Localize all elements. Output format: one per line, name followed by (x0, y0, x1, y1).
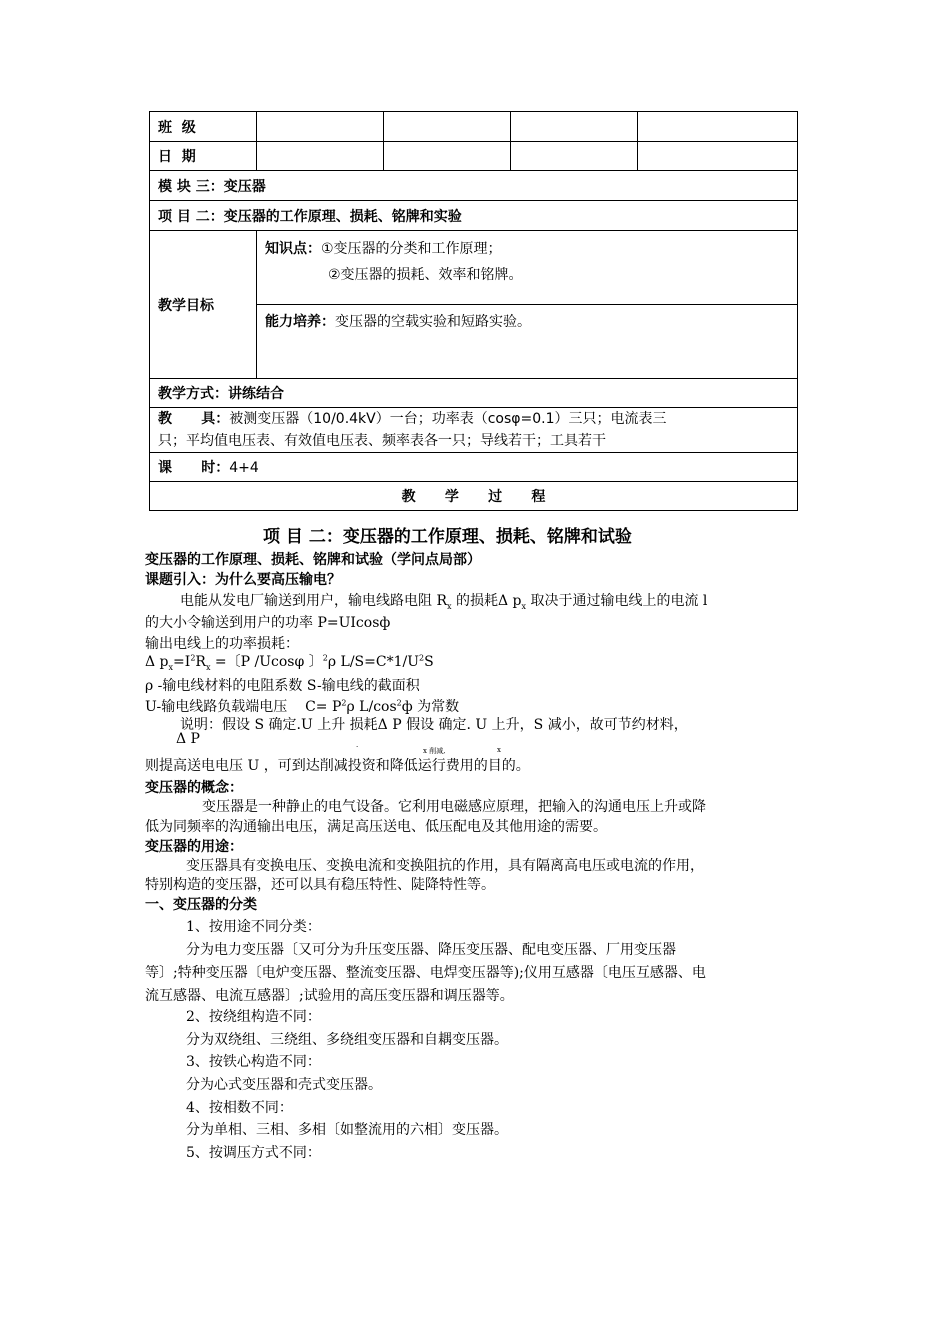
class-1-line-1: 分为电力变压器〔又可分为升压变压器、降压变压器、配电变压器、厂用变压器 (186, 942, 676, 958)
project-title: 项 目 二：变压器的工作原理、损耗、铭牌和实验 (158, 208, 462, 225)
u-def-c: ф 为常数 (401, 699, 460, 715)
date-label-cell (150, 142, 257, 171)
class-2-line-1: 分为双绕组、三绕组、多绕组变压器和自耦变压器。 (186, 1032, 508, 1048)
knowledge-item-1: ①变压器的分类和工作原理； (321, 241, 502, 257)
conclusion-line: 则提高送电电压 U ，可到达削减投资和降低运行费用的目的。 (145, 758, 530, 774)
class-label-cell (150, 112, 257, 142)
ability-text: 变压器的空载实验和短路实验。 (335, 314, 531, 330)
class-1-line-2: 等〕;特种变压器〔电炉变压器、整流变压器、电焊变压器等);仪用互感器〔电压互感器、电 (145, 965, 706, 981)
tools-cell (150, 408, 798, 453)
hours-label: 课 时： (158, 460, 230, 476)
section-title: 变压器的工作原理、损耗、铭牌和试验（学问点局部） (145, 552, 481, 568)
class-5-heading: 5、按调压方式不同： (186, 1145, 321, 1161)
intro-text-c: 取决于通过输电线上的电流 l (530, 593, 708, 609)
class-value-cell-4 (638, 112, 798, 142)
lesson-header-table (149, 111, 798, 511)
hours-value: 4+4 (229, 460, 259, 476)
class-value-cell-3 (511, 112, 638, 142)
date-value-cell-1 (257, 142, 384, 171)
hours-cell (150, 453, 798, 482)
date-value-cell-4 (638, 142, 798, 171)
u-definition (145, 696, 459, 716)
intro-paragraph-line-1 (180, 590, 707, 611)
class-1-heading: 1、按用途不同分类： (186, 919, 321, 935)
tools-line-1: 被测变压器（10/0.4kV）一台；功率表（cosφ=0.1）三只；电流表三 (229, 411, 667, 427)
method-cell (150, 379, 798, 408)
formula-part-d: =〔P /Ucosφ 〕 (214, 654, 323, 670)
intro-sub-b: x (521, 601, 527, 611)
formula-sub-1: x (168, 662, 174, 672)
class-4-line-1: 分为单相、三相、多相〔如整流用的六相〕变压器。 (186, 1122, 508, 1138)
usage-title: 变压器的用途： (145, 839, 243, 855)
class-3-line-1: 分为心式变压器和壳式变压器。 (186, 1077, 382, 1093)
explanation-small-2: x 削减, (423, 747, 446, 755)
usage-line-2: 特别构造的变压器，还可以具有稳压特性、陡降特性等。 (145, 877, 495, 893)
intro-paragraph-line-2: 的大小令输送到用户的功率 P=UIcosф (145, 615, 391, 631)
class-2-heading: 2、按绕组构造不同： (186, 1009, 321, 1025)
formula-part-f: S (424, 654, 434, 670)
classification-title: 一、变压器的分类 (145, 897, 257, 913)
formula-sup-3: 2 (419, 653, 425, 663)
ability-cell (257, 305, 798, 379)
module-title: 模 块 三：变压器 (158, 178, 266, 195)
formula-part-e: ρ L/S=C*1/U (327, 654, 419, 670)
formula-sup-2: 2 (322, 653, 328, 663)
formula-part-a: Δ p (145, 654, 169, 670)
explanation-small-3: x (497, 746, 501, 754)
class-3-heading: 3、按铁心构造不同： (186, 1054, 321, 1070)
tools-label: 教 具： (158, 411, 230, 427)
ability-label: 能力培养： (265, 314, 335, 330)
knowledge-item-2: ②变压器的损耗、效率和铭牌。 (328, 267, 523, 283)
class-label: 班 级 (158, 119, 196, 136)
explanation-small-1: . (356, 741, 359, 749)
date-value-cell-2 (384, 142, 511, 171)
u-def-sup-2: 2 (396, 698, 402, 708)
explanation-delta: Δ P (176, 731, 200, 747)
knowledge-cell (257, 231, 798, 305)
teaching-method: 教学方式：讲练结合 (158, 386, 284, 402)
process-title: 教 学 过 程 (401, 489, 546, 505)
formula-part-b: =I (173, 654, 191, 670)
class-value-cell-1 (257, 112, 384, 142)
power-loss-formula (145, 651, 434, 672)
intro-text-b: 的损耗Δ p (455, 593, 522, 609)
u-def-b: ρ L/cos (346, 699, 397, 715)
date-label: 日 期 (158, 149, 196, 165)
class-value-cell-2 (384, 112, 511, 142)
knowledge-label: 知识点： (265, 241, 321, 257)
class-1-line-3: 流互感器、电流互感器〕;试验用的高压变压器和调压器等。 (145, 988, 514, 1004)
concept-line-2: 低为同频率的沟通输出电压，满足高压送电、低压配电及其他用途的需要。 (145, 819, 607, 835)
process-cell (150, 482, 798, 511)
concept-line-1: 变压器是一种静止的电气设备。它利用电磁感应原理，把输入的沟通电压上升或降 (202, 799, 706, 815)
goal-label: 教学目标 (158, 297, 214, 314)
class-4-heading: 4、按相数不同： (186, 1100, 293, 1116)
goal-label-cell (150, 231, 257, 379)
intro-title: 课题引入：为什么要高压输电？ (145, 572, 341, 588)
formula-part-c: R (195, 654, 206, 670)
formula-sub-2: x (205, 662, 211, 672)
project-cell (150, 201, 798, 231)
usage-line-1: 变压器具有变换电压、变换电流和变换阻抗的作用，具有隔离高电压或电流的作用， (186, 858, 704, 874)
power-loss-label: 输出电线上的功率损耗： (145, 636, 299, 652)
concept-title: 变压器的概念： (145, 780, 243, 796)
formula-sup-1: 2 (190, 653, 196, 663)
main-title: 项 目 二：变压器的工作原理、损耗、铭牌和试验 (263, 527, 632, 547)
rho-definition: ρ -输电线材料的电阻系数 S-输电线的截面积 (145, 678, 420, 694)
u-def-a: U-输电线路负载端电压 C= P (145, 699, 342, 715)
intro-sub-a: x (447, 601, 452, 611)
tools-line-2: 只；平均值电压表、有效值电压表、频率表各一只；导线若干；工具若干 (158, 433, 606, 449)
intro-text-a: 电能从发电厂输送到用户，输电线路电阻 R (180, 593, 447, 609)
date-value-cell-3 (511, 142, 638, 171)
module-cell (150, 171, 798, 201)
explanation-line: 说明：假设 S 确定.U 上升 损耗Δ P 假设 确定. U 上升，S 减小，故可节约材料， (180, 717, 688, 733)
u-def-sup: 2 (341, 698, 347, 708)
